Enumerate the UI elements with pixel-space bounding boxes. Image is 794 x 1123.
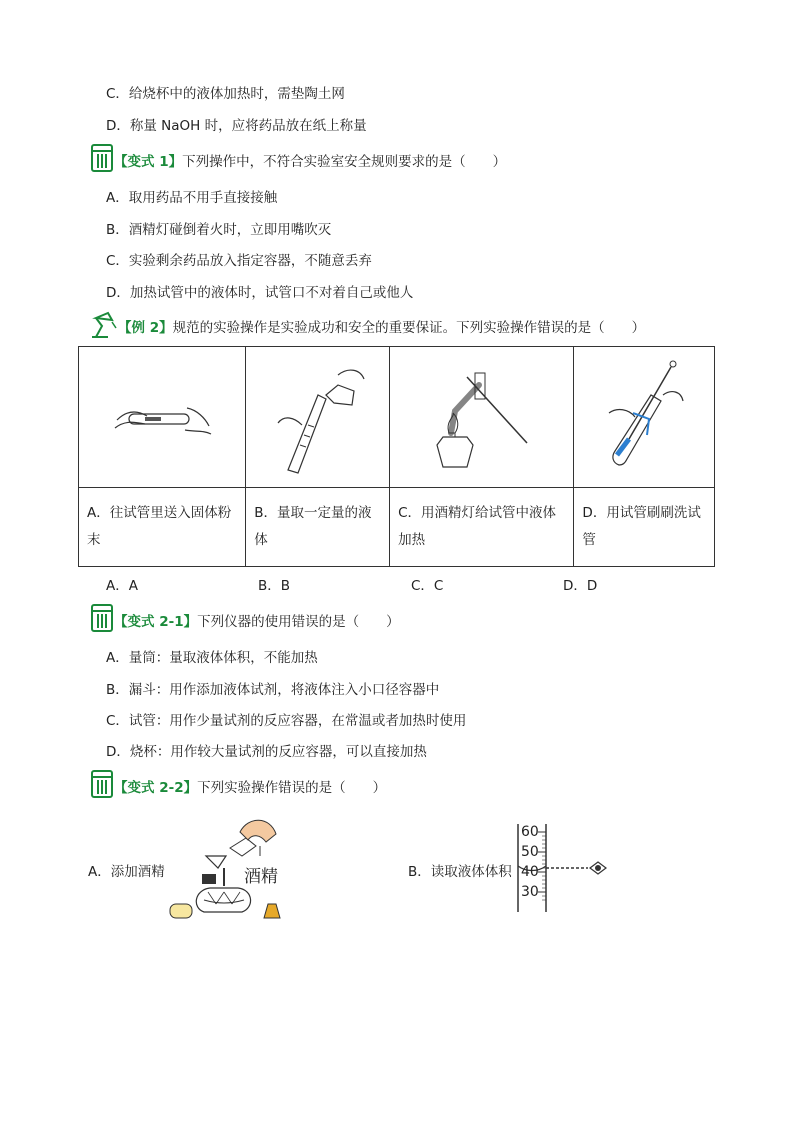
hand-test-tube-powder-figure [107,380,217,450]
figure-c-cell [390,347,574,488]
variant2-1-option-c: C．试管：用作少量试剂的反应容器，在常温或者加热时使用 [106,713,467,729]
variant2-2-option-a: A．添加酒精 [88,864,165,880]
figure-b-cell [246,347,390,488]
variant2-1-stem: 下列仪器的使用错误的是（ ） [197,614,400,630]
example2-answer-a: A．A [106,578,138,594]
desk-lamp-icon [88,310,118,340]
graduated-cylinder-pouring-figure [268,355,368,475]
variant2-1-header [114,610,400,630]
variant1-tag: 【变式 1】 [114,154,183,170]
variant-book-icon [90,769,114,799]
variant2-1-option-a: A．量筒：量取液体体积，不能加热 [106,650,318,666]
cylinder-tick-60: 60 [521,824,539,840]
example2-header [118,316,645,336]
cell-text-a: A．往试管里送入固体粉 末 [79,488,246,567]
q1-option-c: C．给烧杯中的液体加热时，需垫陶土网 [106,86,345,102]
variant1-option-c: C．实验剩余药品放入指定容器，不随意丢弃 [106,253,372,269]
alcohol-lamp-heating-figure [427,355,537,475]
variant1-option-b: B．酒精灯碰倒着火时，立即用嘴吹灭 [106,222,332,238]
variant1-header [114,150,506,170]
variant2-2-stem: 下列实验操作错误的是（ ） [197,780,387,796]
variant1-option-d: D．加热试管中的液体时，试管口不对着自己或他人 [106,285,414,301]
variant2-2-tag: 【变式 2-2】 [114,780,198,796]
test-tube-brush-figure [599,355,689,475]
alcohol-label: 酒精 [244,867,278,887]
q1-option-d: D．称量 NaOH 时，应将药品放在纸上称量 [106,118,367,134]
figure-a-cell [79,347,246,488]
variant2-1-tag: 【变式 2-1】 [114,614,198,630]
example2-stem: 规范的实验操作是实验成功和安全的重要保证。下列实验操作错误的是（ ） [172,320,646,336]
variant2-1-option-d: D．烧杯：用作较大量试剂的反应容器，可以直接加热 [106,744,427,760]
variant-book-icon [90,143,114,173]
example2-answer-b: B．B [258,578,291,594]
variant-book-icon [90,603,114,633]
cylinder-tick-50: 50 [521,844,539,860]
cell-text-b: B．量取一定量的液 体 [246,488,390,567]
variant2-2-option-b: B．读取液体体积 [408,864,512,880]
variant2-2-header [114,776,386,796]
cell-text-d: D．用试管刷刷洗试 管 [574,488,715,567]
cylinder-tick-30: 30 [521,884,539,900]
figure-d-cell [574,347,715,488]
cell-text-c: C．用酒精灯给试管中液体 加热 [390,488,574,567]
variant1-stem: 下列操作中，不符合实验室安全规则要求的是（ ） [182,154,507,170]
variant2-1-option-b: B．漏斗：用作添加液体试剂，将液体注入小口径容器中 [106,682,440,698]
example2-table [78,346,715,567]
example2-tag: 【例 2】 [118,320,173,336]
example2-answer-d: D．D [563,578,598,594]
variant1-option-a: A．取用药品不用手直接接触 [106,190,278,206]
cylinder-tick-40: 40 [521,864,539,880]
example2-answer-c: C．C [411,578,444,594]
